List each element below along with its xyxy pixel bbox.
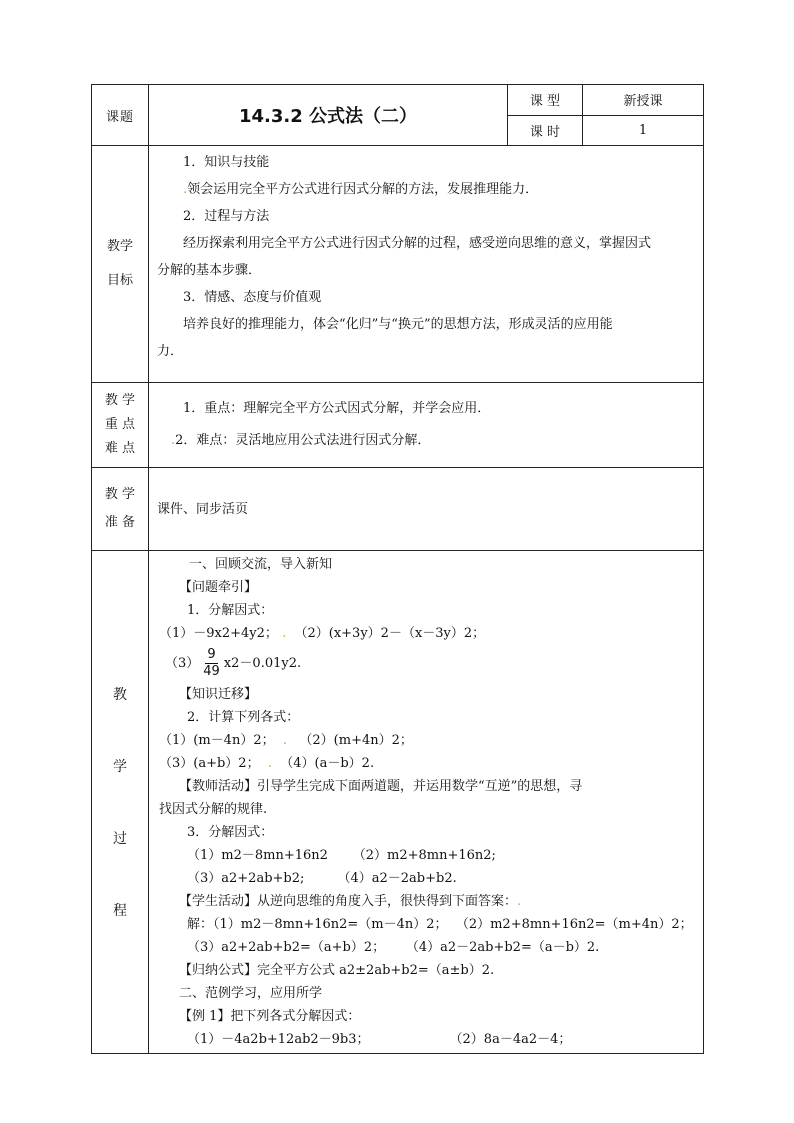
process-label-char: 学 <box>113 759 127 775</box>
process-line: 【教师活动】引导学生完成下面两道题，并运用数学“互逆”的思想，寻 <box>179 779 583 794</box>
lesson-title: 14.3.2 公式法（二） <box>149 85 508 146</box>
process-label <box>92 551 149 1054</box>
goal-line: 经历探索利用完全平方公式进行因式分解的过程，感受逆向思维的意义，掌握因式 <box>183 236 652 251</box>
topic-label: 课题 <box>92 85 149 146</box>
goal-line: 1．知识与技能 <box>183 155 270 170</box>
process-line: （3）(a+b）2； . （4）(a－b）2. <box>159 756 375 771</box>
prep-label-line1: 教 学 <box>104 487 136 502</box>
process-label-char: 教 <box>113 687 127 703</box>
process-line: （1）－9x2+4y2； . （2）(x+3y）2－（x－3y）2； <box>159 626 486 641</box>
prep-label <box>92 468 149 551</box>
process-line: 【例 1】把下列各式分解因式： <box>179 1009 361 1024</box>
process-line: （1）m2－8mn+16n2 （2）m2+8mn+16n2; <box>187 848 496 863</box>
period-label: 课 时 <box>508 115 583 146</box>
lesson-plan-table <box>91 84 704 1054</box>
lesson-plan <box>91 84 703 1047</box>
goals-label <box>92 146 149 383</box>
goal-line: 3．情感、态度与价值观 <box>183 290 322 305</box>
type-label: 课 型 <box>508 85 583 116</box>
process-line: 找因式分解的规律. <box>159 802 268 817</box>
process-line: （3）a2+2ab+b2; （4）a2－2ab+b2. <box>187 871 457 886</box>
keypoints-label-line2: 重 点 <box>104 417 136 432</box>
process-line: 【学生活动】从逆向思维的角度入手，很快得到下面答案：. <box>179 894 522 909</box>
process-label-char: 过 <box>113 831 127 847</box>
keypoint-line: .2．难点：灵活地应用公式法进行因式分解． <box>171 433 431 448</box>
keypoints-label <box>92 383 149 468</box>
goal-line: 培养良好的推理能力，体会“化归”与“换元”的思想方法，形成灵活的应用能 <box>183 317 613 332</box>
keypoints-label-line3: 难 点 <box>104 441 136 456</box>
keypoints-label-line1: 教 学 <box>104 393 136 408</box>
goal-line: 分解的基本步骤． <box>157 263 262 278</box>
process-line: 二、范例学习，应用所学 <box>179 986 323 1001</box>
process-label-char: 程 <box>113 903 127 919</box>
goal-line: .领会运用完全平方公式进行因式分解的方法，发展推理能力． <box>183 182 539 197</box>
type-value: 新授课 <box>583 85 704 116</box>
keypoints-content <box>149 383 704 468</box>
process-line: 2．计算下列各式： <box>187 710 300 725</box>
prep-text: 课件、同步活页 <box>157 501 249 517</box>
process-line: 【知识迁移】 <box>179 687 258 702</box>
goals-label-line1: 教学 <box>106 239 133 254</box>
fraction: $\frac{9}{49}$ <box>203 647 220 679</box>
process-line: 1．分解因式： <box>187 603 274 618</box>
period-value: 1 <box>583 115 704 146</box>
process-line: 【归纳公式】完全平方公式 a2±2ab+b2=（a±b）2. <box>179 963 495 978</box>
process-line: 【问题牵引】 <box>179 580 258 595</box>
process-line: （1）(m－4n）2； . （2）(m+4n）2； <box>159 733 413 748</box>
prep-content <box>149 468 704 551</box>
prep-label-line2: 准 备 <box>104 515 136 530</box>
process-line: （3）a2+2ab+b2=（a+b）2； （4）a2－2ab+b2=（a－b）2. <box>187 940 600 955</box>
process-line: 解：（1）m2－8mn+16n2=（m－4n）2； （2）m2+8mn+16n2=（m+4n）2； <box>187 917 693 932</box>
goals-content <box>149 146 704 383</box>
goal-line: 2．过程与方法 <box>183 209 270 224</box>
process-content <box>149 551 704 1054</box>
goals-label-line2: 目标 <box>106 273 133 288</box>
process-line: （1）－4a2b+12ab2－9b3； （2）8a－4a2－4； <box>187 1032 572 1047</box>
goal-line: 力． <box>157 344 184 359</box>
process-line: 3．分解因式： <box>187 825 274 840</box>
keypoint-line: 1．重点：理解完全平方公式因式分解，并学会应用． <box>183 401 491 416</box>
process-line: （3） $\frac{9}{49}$ x2－0.01y2. <box>165 647 302 679</box>
process-line: 一、回顾交流，导入新知 <box>189 557 333 572</box>
